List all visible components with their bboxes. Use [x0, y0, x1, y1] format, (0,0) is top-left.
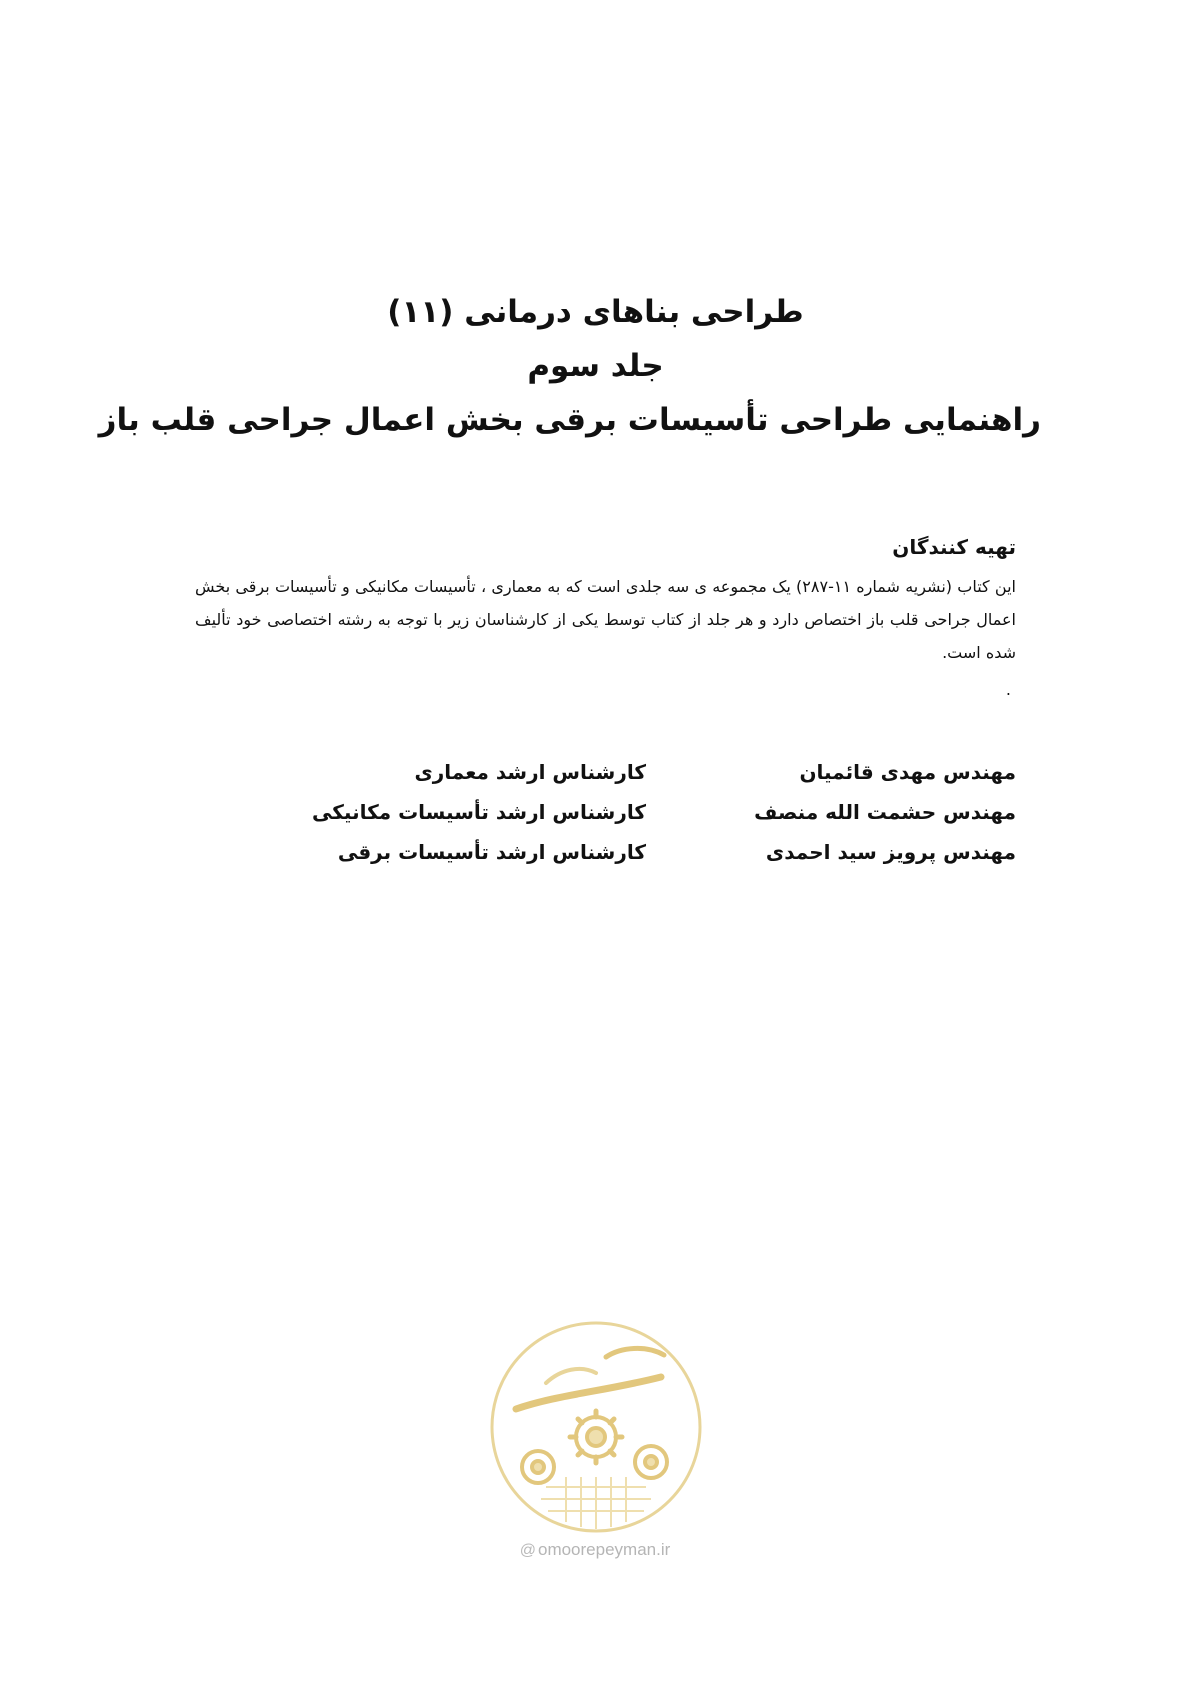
preparer-names — [754, 752, 1016, 872]
preparer-role: کارشناس ارشد تأسیسات برقی — [337, 840, 646, 864]
preparer-role: کارشناس ارشد معماری — [414, 760, 646, 784]
publisher-url — [500, 1540, 690, 1560]
publisher-logo-watermark — [486, 1317, 706, 1537]
preparer-roles — [312, 752, 646, 872]
title-line-3: راهنمایی طراحی تأسیسات برقی بخش اعمال جراحی قلب باز — [98, 402, 1041, 438]
preparer-role: کارشناس ارشد تأسیسات مکانیکی — [312, 800, 646, 824]
publisher-url-text: omoorepeyman.ir — [537, 1540, 671, 1559]
trailing-mark: . — [1005, 680, 1011, 699]
preparers-heading: تهیه کنندگان — [892, 535, 1016, 559]
at-icon: @ — [519, 1542, 536, 1559]
document-title — [98, 285, 1041, 447]
preparer-name: مهندس حشمت الله منصف — [754, 800, 1016, 824]
intro-paragraph: این کتاب (نشریه شماره ۱۱-۲۸۷) یک مجموعه ی سه جلدی است که به معماری ، تأسیسات مکانیکی و تأسیسات برقی بخش اعمال جراحی قلب باز اختصاص دارد و هر جلد از کتاب توسط یکی از کارشناسان زیر با توجه به رشته اختصاصی خود تألیف شده است. — [195, 577, 1016, 662]
title-line-1: طراحی بناهای درمانی (۱۱) — [387, 294, 804, 330]
preparer-name: مهندس پرویز سید احمدی — [765, 840, 1016, 864]
preparer-name: مهندس مهدی قائمیان — [799, 760, 1016, 784]
title-line-2: جلد سوم — [527, 348, 664, 384]
